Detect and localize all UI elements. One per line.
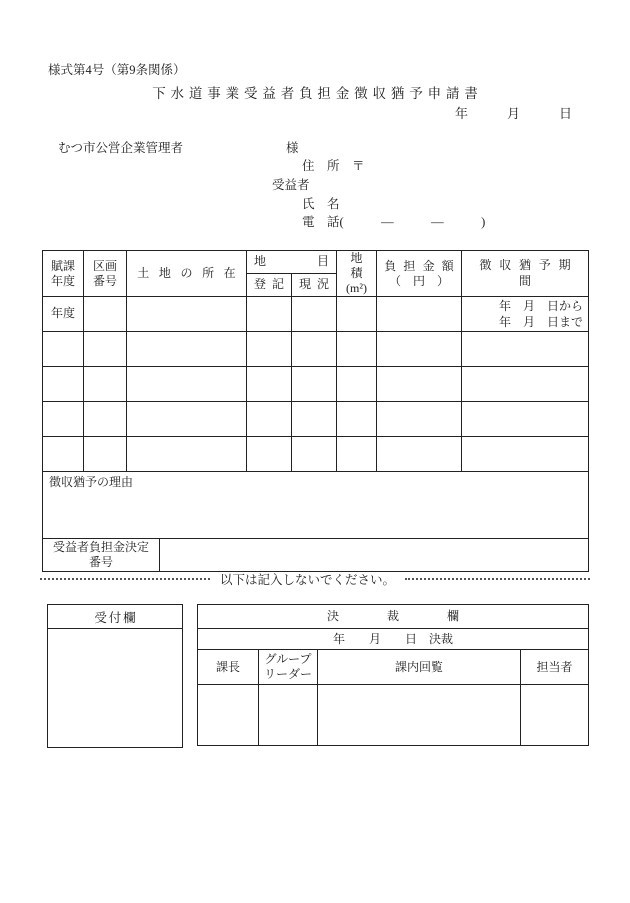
col-header-area-line2: (m²) bbox=[346, 281, 367, 295]
col-header-fiscal-year bbox=[43, 251, 84, 297]
empty-cell bbox=[462, 402, 589, 437]
col-header-area-line1: 地積 bbox=[350, 251, 369, 280]
decision-number-row bbox=[43, 539, 589, 572]
empty-cell bbox=[127, 332, 247, 367]
empty-cell bbox=[247, 332, 292, 367]
form-number: 様式第4号（第9条関係） bbox=[48, 63, 186, 77]
empty-cell bbox=[377, 332, 462, 367]
group-leader-line1: グループ bbox=[264, 652, 312, 666]
approval-col-section-manager: 課長 bbox=[198, 650, 259, 685]
empty-cell bbox=[247, 297, 292, 332]
empty-cell bbox=[462, 437, 589, 472]
empty-cell bbox=[43, 367, 84, 402]
form-title: 下水道事業受益者負担金徴収猶予申請書 bbox=[152, 86, 483, 101]
beneficiary-address-line: 住 所 〒 bbox=[302, 159, 365, 173]
empty-cell bbox=[462, 332, 589, 367]
empty-cell bbox=[377, 437, 462, 472]
col-header-land-category bbox=[247, 251, 337, 274]
empty-cell bbox=[247, 437, 292, 472]
empty-cell bbox=[84, 297, 127, 332]
col-header-registered: 登記 bbox=[247, 274, 292, 297]
empty-cell bbox=[292, 332, 337, 367]
empty-cell bbox=[127, 402, 247, 437]
empty-cell bbox=[84, 437, 127, 472]
approval-empty-cell bbox=[521, 685, 589, 746]
group-leader-line2: リーダー bbox=[263, 667, 312, 681]
empty-cell bbox=[292, 367, 337, 402]
empty-cell bbox=[43, 332, 84, 367]
col-header-deferment-period: 徴収猶予期間 bbox=[462, 251, 589, 297]
empty-cell bbox=[43, 402, 84, 437]
col-header-fiscal-year-line2: 年度 bbox=[50, 273, 75, 288]
col-header-area bbox=[337, 251, 377, 297]
approval-empty-cell bbox=[198, 685, 259, 746]
no-entry-text: 以下は記入しないでください。 bbox=[220, 573, 396, 587]
beneficiary-phone-line: 電 話( — — ) bbox=[302, 215, 486, 229]
col-header-current: 現況 bbox=[292, 274, 337, 297]
empty-cell bbox=[43, 437, 84, 472]
period-to: 年 月 日まで bbox=[498, 315, 583, 329]
col-header-land-location: 土地の所在 bbox=[127, 251, 247, 297]
decision-number-value-cell bbox=[160, 539, 588, 571]
application-date-line: 年 月 日 bbox=[454, 106, 572, 121]
approval-col-staff: 担当者 bbox=[521, 650, 589, 685]
approval-col-group-leader bbox=[259, 650, 318, 685]
empty-cell bbox=[84, 367, 127, 402]
decision-number-label bbox=[43, 539, 160, 571]
empty-cell bbox=[337, 297, 377, 332]
period-from: 年 月 日から bbox=[498, 298, 583, 313]
land-category-right: 目 bbox=[316, 254, 329, 269]
col-header-levy-amount-line1: 負担金額 bbox=[384, 258, 461, 273]
decision-number-label-line2: 番号 bbox=[88, 555, 113, 569]
empty-cell bbox=[377, 367, 462, 402]
empty-cell bbox=[377, 402, 462, 437]
decision-number-label-line1: 受益者負担金決定 bbox=[52, 540, 149, 554]
divider-dots-left bbox=[40, 578, 210, 580]
col-header-block-number bbox=[84, 251, 127, 297]
empty-cell bbox=[337, 402, 377, 437]
land-category-left: 地 bbox=[254, 254, 267, 269]
empty-cell bbox=[247, 367, 292, 402]
reception-box bbox=[47, 604, 183, 748]
empty-cell bbox=[337, 437, 377, 472]
approval-box bbox=[197, 604, 589, 746]
deferment-reason-cell: 徴収猶予の理由 bbox=[43, 472, 589, 539]
beneficiary-label: 受益者 bbox=[272, 178, 310, 192]
empty-cell bbox=[337, 367, 377, 402]
empty-cell bbox=[337, 332, 377, 367]
col-header-block-number-line2: 番号 bbox=[92, 273, 117, 288]
col-header-fiscal-year-line1: 賦課 bbox=[50, 258, 75, 273]
fiscal-year-cell: 年度 bbox=[43, 297, 84, 332]
deferment-period-cell bbox=[462, 297, 589, 332]
empty-cell bbox=[292, 402, 337, 437]
empty-cell bbox=[127, 297, 247, 332]
empty-cell bbox=[84, 332, 127, 367]
divider-dots-right bbox=[405, 578, 590, 580]
empty-cell bbox=[292, 437, 337, 472]
empty-cell bbox=[292, 297, 337, 332]
empty-cell bbox=[377, 297, 462, 332]
empty-cell bbox=[84, 402, 127, 437]
addressee-honorific: 様 bbox=[286, 141, 299, 155]
approval-empty-cell bbox=[259, 685, 318, 746]
col-header-levy-amount-line2: （ 円 ） bbox=[388, 273, 449, 288]
levy-table bbox=[42, 250, 589, 572]
empty-cell bbox=[127, 437, 247, 472]
approval-box-title: 決裁欄 bbox=[198, 605, 589, 629]
approval-col-circulation: 課内回覧 bbox=[318, 650, 521, 685]
addressee: むつ市公営企業管理者 bbox=[58, 141, 184, 155]
empty-cell bbox=[247, 402, 292, 437]
beneficiary-name-line: 氏 名 bbox=[302, 197, 340, 211]
col-header-levy-amount bbox=[377, 251, 462, 297]
reception-box-title: 受付欄 bbox=[48, 605, 182, 629]
approval-date-line: 年 月 日 決裁 bbox=[198, 629, 589, 650]
empty-cell bbox=[462, 367, 589, 402]
approval-empty-cell bbox=[318, 685, 521, 746]
reception-box-body bbox=[48, 629, 182, 748]
empty-cell bbox=[127, 367, 247, 402]
no-entry-divider bbox=[40, 570, 590, 588]
col-header-block-number-line1: 区画 bbox=[92, 258, 117, 273]
